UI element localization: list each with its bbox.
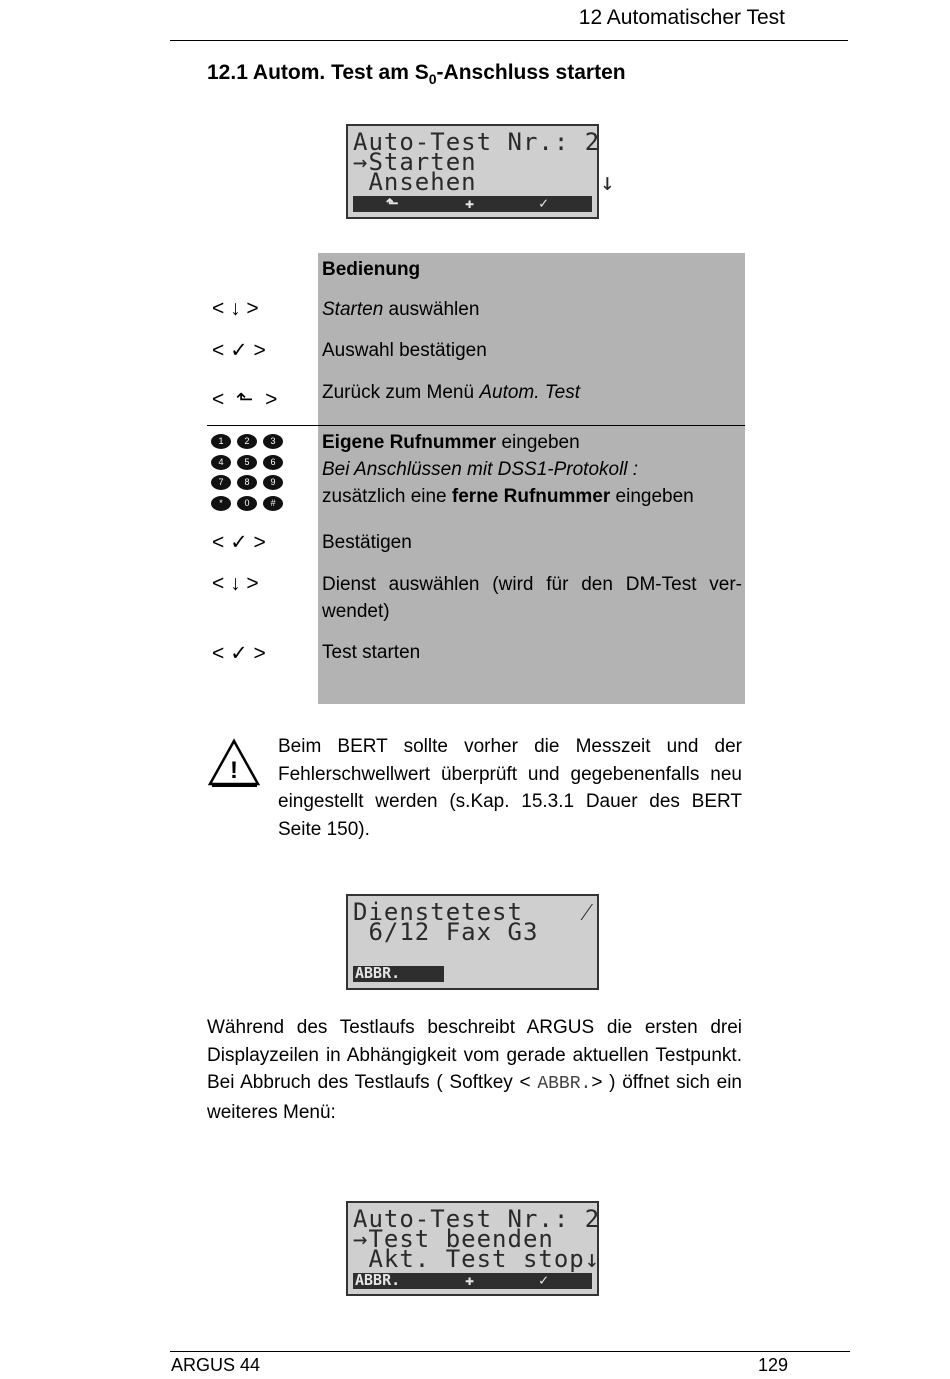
key-down: < ↓ > bbox=[212, 572, 259, 595]
lcd-line: Dienstetest ⁄ bbox=[353, 898, 590, 926]
chapter-title: 12 Automatischer Test bbox=[578, 6, 785, 29]
abort-softkey bbox=[353, 966, 444, 982]
key-confirm: < ✓ > bbox=[212, 339, 266, 362]
key-down: < ↓ > bbox=[212, 297, 259, 320]
key-confirm: < ✓ > bbox=[212, 642, 266, 665]
keypad-key: 7 bbox=[211, 475, 231, 490]
key-confirm: < ✓ > bbox=[212, 531, 266, 554]
confirm-softkey-icon: ✓ bbox=[539, 1271, 549, 1289]
keypad-key: 4 bbox=[211, 455, 231, 470]
lcd-line: Ansehen ↓ bbox=[353, 168, 616, 196]
header-rule bbox=[170, 40, 848, 41]
keypad-key: 8 bbox=[237, 475, 257, 490]
table-divider bbox=[207, 425, 745, 426]
operation-step: Bestätigen bbox=[322, 532, 412, 553]
lcd-display-service-test bbox=[346, 894, 599, 990]
page-number: 129 bbox=[758, 1355, 789, 1375]
operation-step: Auswahl bestätigen bbox=[322, 340, 487, 361]
footer-rule bbox=[170, 1351, 850, 1352]
keypad-key: 0 bbox=[237, 496, 257, 511]
softkey-bar bbox=[353, 1273, 592, 1289]
keypad-key: 5 bbox=[237, 455, 257, 470]
lcd-line: Auto-Test Nr.: 2 bbox=[353, 1205, 601, 1233]
abort-softkey-label: ABBR. bbox=[355, 1271, 401, 1289]
abort-softkey-label: ABBR. bbox=[355, 964, 401, 982]
keypad-key: 6 bbox=[263, 455, 283, 470]
operation-step: Dienst auswählen (wird für den DM-Test ver- bbox=[322, 574, 742, 595]
confirm-softkey-icon: ✓ bbox=[539, 194, 549, 212]
keypad-key: 2 bbox=[237, 434, 257, 449]
warning-icon bbox=[207, 738, 261, 788]
svg-text:!: ! bbox=[230, 757, 238, 784]
softkey-bar bbox=[353, 196, 592, 212]
operation-step: Test starten bbox=[322, 642, 421, 663]
keypad-key: 3 bbox=[263, 434, 283, 449]
lcd-line: →Test beenden bbox=[353, 1225, 554, 1253]
section-title: 12.1 Autom. Test am $S_0$-Anschluss starten bbox=[207, 61, 626, 88]
lcd-line: 6/12 Fax G3 bbox=[353, 918, 539, 946]
keypad-key: * bbox=[211, 496, 231, 511]
operation-step: Eigene Rufnummer eingeben Bei Anschlüssen mit DSS1-Protokoll : zusätzlich eine ferne Rufnummer eingeben bbox=[322, 432, 694, 507]
lcd-display-autotest bbox=[346, 124, 616, 219]
back-softkey-icon: ⬑ bbox=[386, 194, 399, 212]
operation-step: Zurück zum Menü Autom. Test bbox=[322, 382, 581, 403]
keypad-icon bbox=[211, 434, 287, 516]
lcd-display-abort-menu bbox=[346, 1201, 599, 1296]
down-softkey-icon: ✚ bbox=[465, 1271, 475, 1289]
operation-heading: Bedienung bbox=[322, 259, 421, 280]
lcd-line: Akt. Test stop↓ bbox=[353, 1245, 601, 1273]
body-paragraph: Während des Testlaufs beschreibt ARGUS die ersten drei Displayzeilen in Abhängigkeit vom gerade aktuellen Testpunkt. Bei Abbruch des Testlaufs ( Softkey < ABBR.> ) öffnet sich ein weiteres Menü: bbox=[207, 1017, 742, 1123]
key-back: < ⬑ > bbox=[212, 388, 278, 411]
operation-step: wendet) bbox=[322, 601, 390, 622]
lcd-line: Auto-Test Nr.: 2 bbox=[353, 128, 601, 156]
operation-step: Starten auswählen bbox=[322, 299, 480, 320]
warning-text: Beim BERT sollte vorher die Messzeit und der Fehlerschwellwert überprüft und gegebenenfalls neu eingestellt werden (s.Kap. 15.3.1 Dauer des BERT Seite 150). bbox=[278, 736, 742, 840]
keypad-key: 1 bbox=[211, 434, 231, 449]
footer-product: ARGUS 44 bbox=[171, 1355, 261, 1375]
keypad-key: 9 bbox=[263, 475, 283, 490]
down-softkey-icon: ✚ bbox=[465, 194, 475, 212]
lcd-line: →Starten bbox=[353, 148, 477, 176]
keypad-key: # bbox=[263, 496, 283, 511]
